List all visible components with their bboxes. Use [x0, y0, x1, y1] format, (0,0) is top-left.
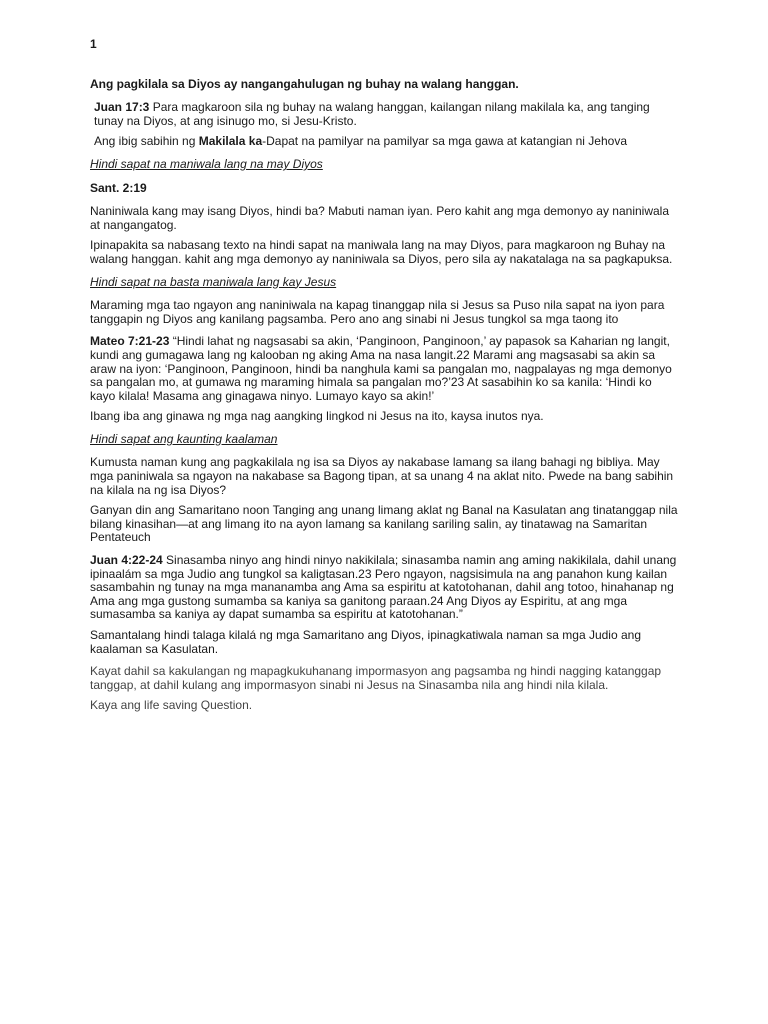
paragraph-juan-17-3	[90, 101, 680, 128]
scripture-reference-sant: Sant. 2:19	[90, 180, 147, 195]
paragraph-text: -Dapat na pamilyar na pamilyar sa mga gawa at katangian ni Jehova	[262, 134, 627, 149]
paragraph-ganyan: Ganyan din ang Samaritano noon Tanging ang unang limang aklat ng Banal na Kasulatan ang tinatanggap nila bilang kinasihan—at ang limang ito na ayon lamang sa kanilang sariling salin, ay tinatawag na Samaritan Pentateuch	[90, 503, 678, 545]
paragraph-text: Ang ibig sabihin ng	[94, 134, 199, 149]
paragraph-maraming: Maraming mga tao ngayon ang naniniwala na kapag tinanggap nila si Jesus sa Puso nila sapat na iyon para tanggapin ng Diyos ang kanilang pagsamba. Pero ano ang sinabi ni Jesus tungkol sa mga taong ito	[90, 298, 665, 326]
document-page	[90, 38, 680, 720]
paragraph-mateo-7	[90, 335, 680, 403]
paragraph-question: Kaya ang life saving Question.	[90, 698, 253, 713]
paragraph-juan-4	[90, 554, 680, 622]
section-heading-2: Hindi sapat na basta maniwala lang kay Jesus	[90, 274, 337, 289]
paragraph-naniniwala: Naniniwala kang may isang Diyos, hindi ba? Mabuti naman iyan. Pero kahit ang mga demonyo ay naniniwala at nangangatog.	[90, 204, 669, 232]
paragraph-text: Para magkaroon sila ng buhay na walang hanggan, kailangan nilang makilala ka, ang tanging tunay na Diyos, at ang isinugo mo, si Jesu-Kristo.	[94, 100, 650, 128]
section-heading-1: Hindi sapat na maniwala lang na may Diyos	[90, 156, 323, 171]
paragraph-makilala-ka	[90, 135, 680, 149]
page-number: 1	[90, 37, 97, 51]
document-title: Ang pagkilala sa Diyos ay nangangahulugan ng buhay na walang hanggan.	[90, 76, 519, 91]
paragraph-text: Sinasamba ninyo ang hindi ninyo nakikilala; sinasamba namin ang aming nakikilala, dahil unang ipinaalám sa mga Judio ang tungkol sa kaligtasan.23 Pero ngayon, nagsisimula na ang panahon kung kailan sasambahin ng tunay na mga mananamba ang Ama sa espiritu at katotohanan, dahil ang totoo, hinahanap ng Ama ang mga gustong sumamba sa kaniya sa ganitong paraan.24 Ang Diyos ay Espiritu, at ang mga sumasamba sa kaniya ay dapat sumamba sa espiritu at katotohanan.”	[90, 553, 677, 622]
emphasis-term: Makilala ka	[198, 134, 263, 149]
paragraph-ipinapakita: Ipinapakita sa nabasang texto na hindi sapat na maniwala lang na may Diyos, para magkaroon ng Buhay na walang hanggan. kahit ang mga demonyo ay naniniwala sa Diyos, pero sila ay nakatalaga na sa pagkapuksa.	[90, 238, 673, 266]
paragraph-kumusta: Kumusta naman kung ang pagkakilala ng isa sa Diyos ay nakabase lamang sa ilang bahagi ng bibliya. May mga paniniwala sa ngayon na nakabase sa Bagong tipan, at sa unang 4 na aklat nito. Pwede na bang sabihin na kilala na ng isa Diyos?	[90, 455, 674, 497]
scripture-reference: Juan 17:3	[94, 100, 150, 115]
paragraph-text: “Hindi lahat ng nagsasabi sa akin, ‘Panginoon, Panginoon,’ ay papasok sa Kaharian ng langit, kundi ang gumagawa lang ng kalooban ng aking Ama na nasa langit.22 Marami ang magsasabi sa akin sa araw na iyon: ‘Panginoon, Panginoon, hindi ba nanghula kami sa pangalan mo, nagpalayas ng mga demonyo sa pangalan mo, at gumawa ng maraming himala sa pangalan mo?’23 At sasabihin ko sa kanila: ‘Hindi ko kayo kilala! Masama ang ginagawa ninyo. Lumayo kayo sa akin!’	[90, 334, 672, 403]
paragraph-kayat: Kayat dahil sa kakulangan ng mapagkukuhanang impormasyon ang pagsamba ng hindi nagging katanggap tanggap, at dahil kulang ang impormasyon sinabi ni Jesus na Sinasamba nila ang hindi nila kilala.	[90, 664, 662, 692]
scripture-reference: Mateo 7:21-23	[90, 334, 170, 349]
paragraph-samantalang: Samantalang hindi talaga kilalá ng mga Samaritano ang Diyos, ipinagkatiwala naman sa mga Judio ang kaalaman sa Kasulatan.	[90, 628, 642, 656]
paragraph-ibang-iba: Ibang iba ang ginawa ng mga nag aangking lingkod ni Jesus na ito, kaysa inutos nya.	[90, 409, 544, 424]
scripture-reference: Juan 4:22-24	[90, 553, 163, 568]
section-heading-3: Hindi sapat ang kaunting kaalaman	[90, 431, 278, 446]
